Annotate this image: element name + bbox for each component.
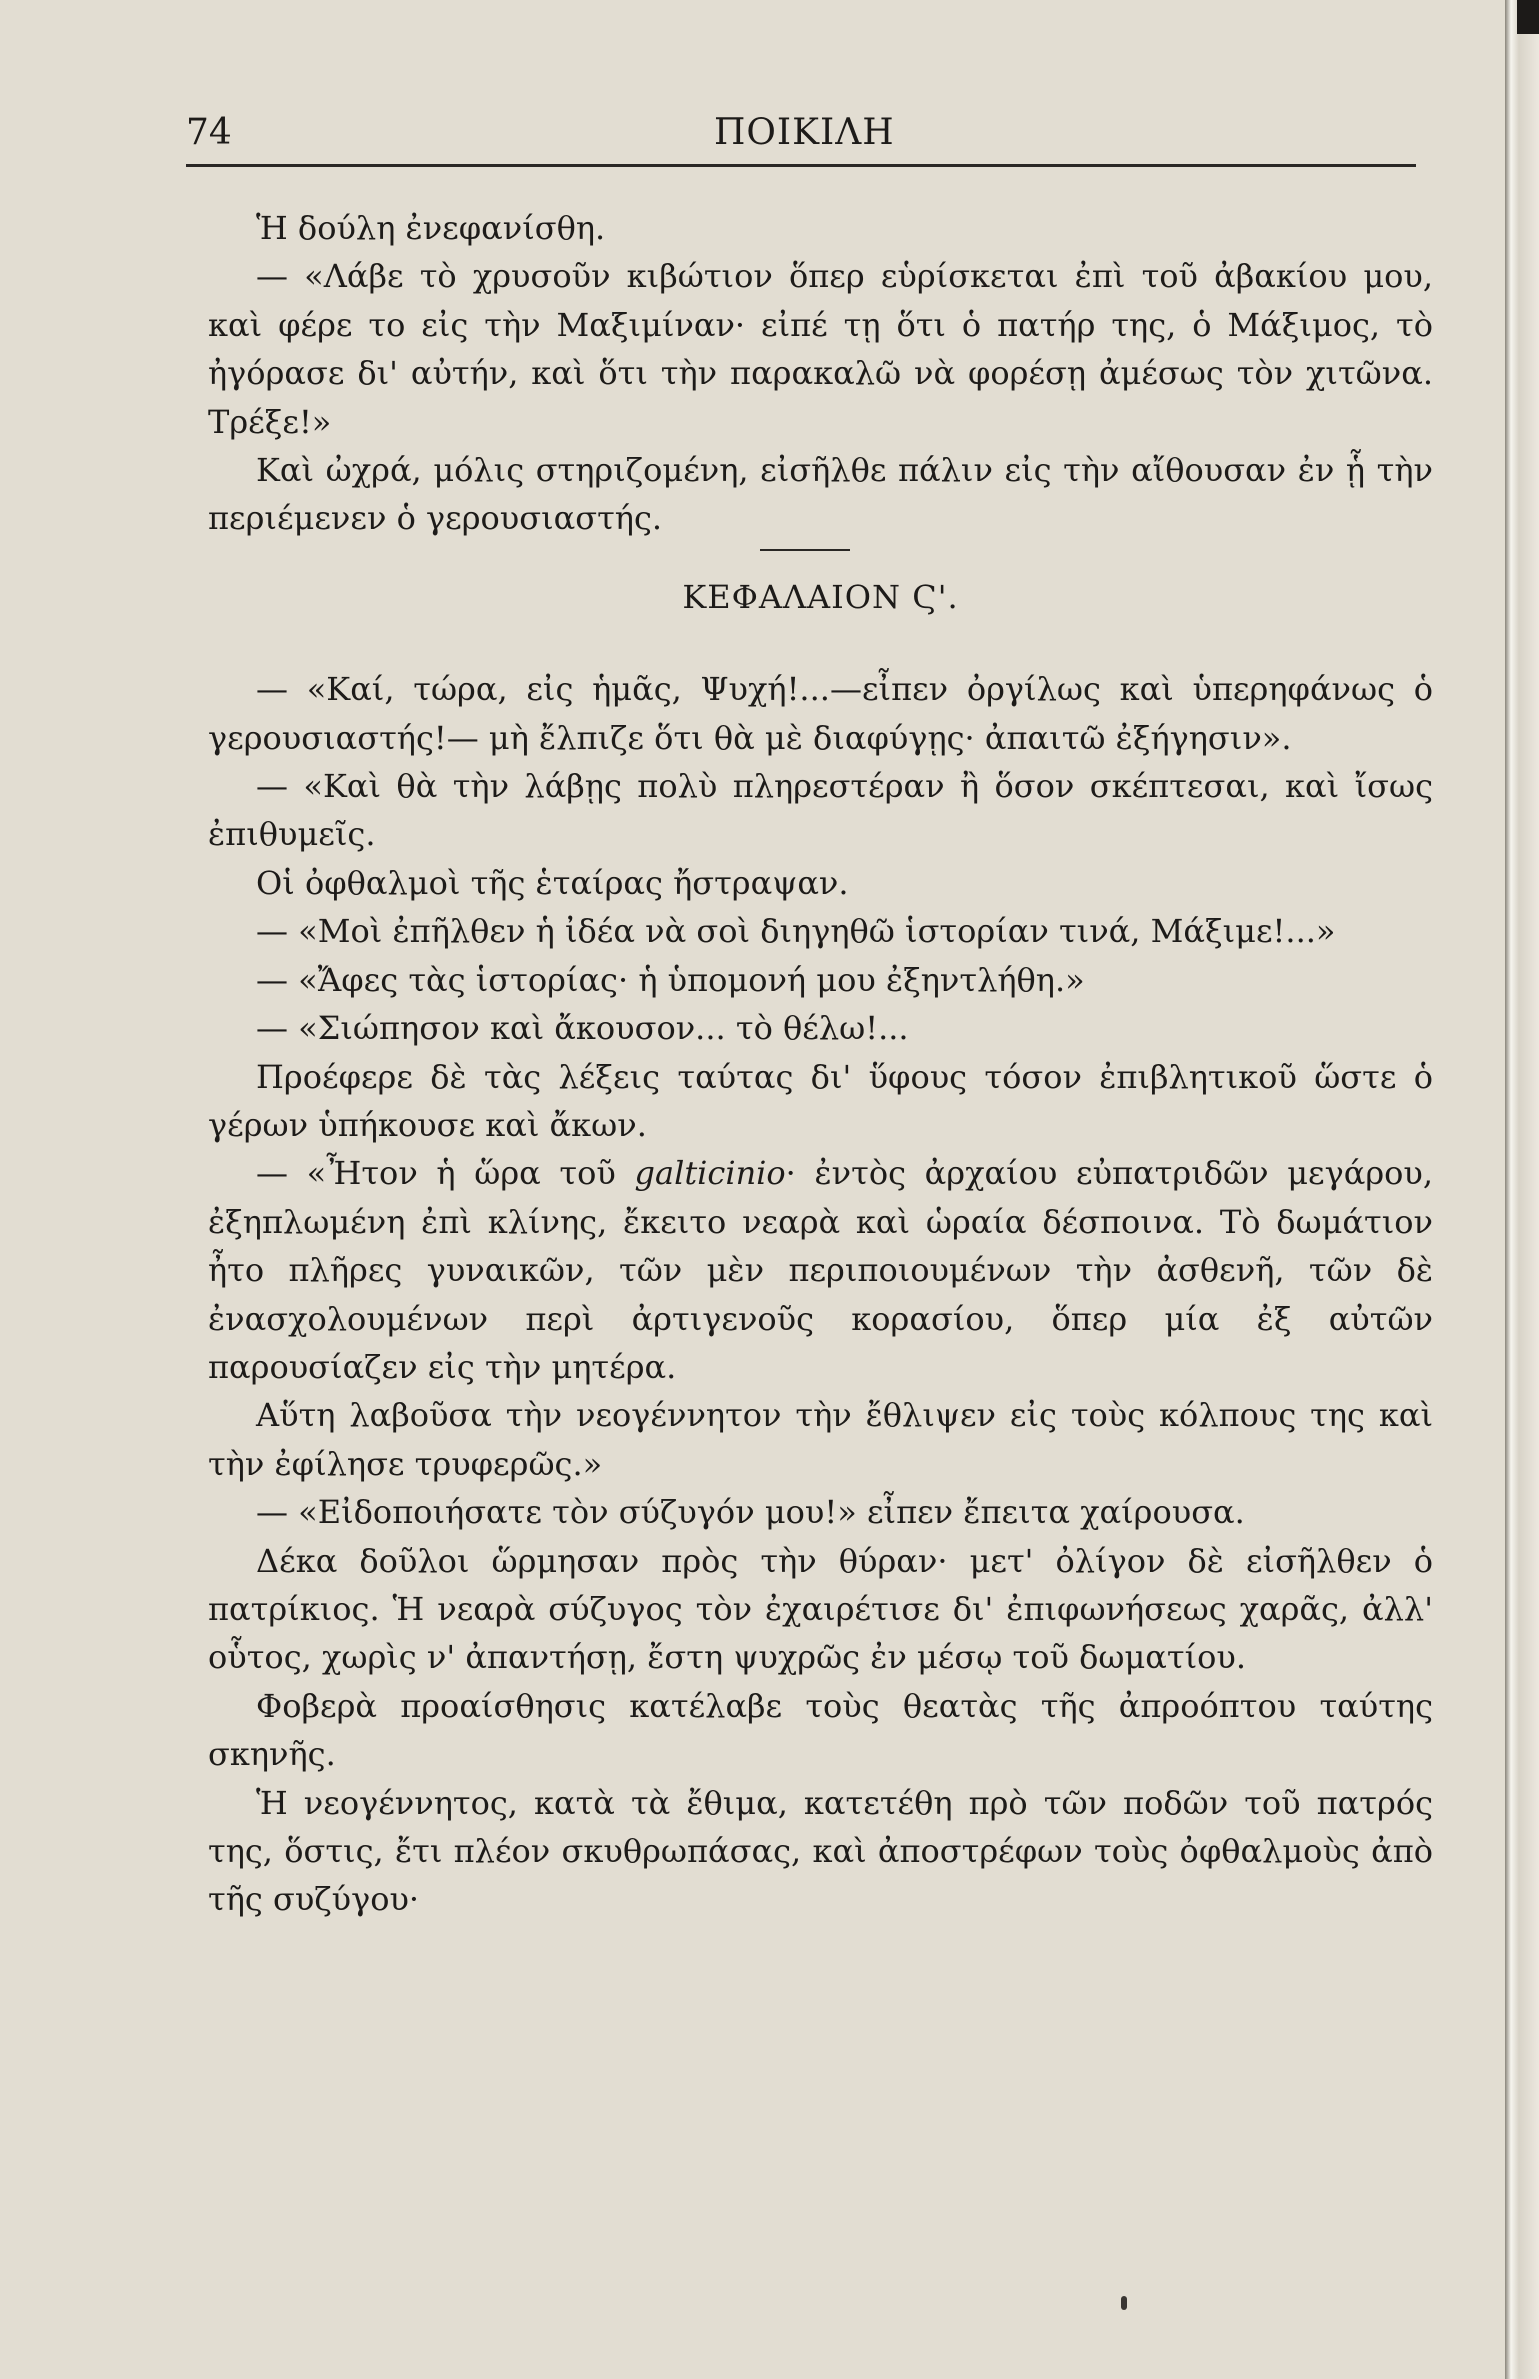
- paragraph: — «Καὶ θὰ τὴν λάβῃς πολὺ πληρεστέραν ἢ ὅσον σκέπτεσαι, καὶ ἴσως ἐπιθυμεῖς.: [208, 767, 1433, 854]
- paragraph: — «Καί, τώρα, εἰς ἡμᾶς, Ψυχή!...—εἶπεν ὀργίλως καὶ ὑπερηφάνως ὁ γερουσιαστής!— μὴ ἔλπιζε ὅτι θὰ μὲ διαφύγῃς· ἀπαιτῶ ἐξήγησιν».: [208, 670, 1433, 757]
- ink-speck: [1121, 2296, 1127, 2310]
- paragraph: [208, 1149, 1433, 1391]
- paragraph: Ἡ δούλη ἐνεφανίσθη.: [256, 209, 606, 247]
- paragraph: Οἱ ὀφθαλμοὶ τῆς ἑταίρας ἤστραψαν.: [256, 863, 849, 902]
- page-number: 74: [186, 112, 232, 153]
- paragraph: Ἡ νεογέννητος, κατὰ τὰ ἔθιμα, κατετέθη πρὸ τῶν ποδῶν τοῦ πατρός της, ὅστις, ἔτι πλέον σκυθρωπάσας, καὶ ἀποστρέφων τοὺς ὀφθαλμοὺς ἀπὸ τῆς συζύγου·: [208, 1783, 1433, 1919]
- paragraph: Δέκα δοῦλοι ὥρμησαν πρὸς τὴν θύραν· μετ' ὀλίγον δὲ εἰσῆλθεν ὁ πατρίκιος. Ἡ νεαρὰ σύζυγος τὸν ἐχαιρέτισε δι' ἐπιφωνήσεως χαρᾶς, ἀλλ' οὗτος, χωρὶς ν' ἀπαντήσῃ, ἔστη ψυχρῶς ἐν μέσῳ τοῦ δωματίου.: [208, 1541, 1433, 1677]
- page-header: [186, 108, 1416, 168]
- paragraph: Καὶ ὠχρά, μόλις στηριζομένη, εἰσῆλθε πάλιν εἰς τὴν αἴθουσαν ἐν ᾗ τὴν περιέμενεν ὁ γερουσιαστής.: [208, 451, 1433, 538]
- corner-mark: [1517, 0, 1539, 34]
- running-head: ΠΟΙΚΙΛΗ: [714, 112, 895, 153]
- paragraph-rest: · ἐντὸς ἀρχαίου εὐπατριδῶν μεγάρου, ἐξηπλωμένη ἐπὶ κλίνης, ἔκειτο νεαρὰ καὶ ὡραία δέσποινα. Τὸ δωμάτιον ἦτο πλῆρες γυναικῶν, τῶν μὲν περιποιουμένων τὴν ἀσθενῆ, τῶν δὲ ἐνασχολουμένων περὶ ἀρτιγενοῦς κορασίου, ὅπερ μία ἐξ αὐτῶν παρουσίαζεν εἰς τὴν μητέρα.: [208, 1154, 1434, 1386]
- paragraph: — «Λάβε τὸ χρυσοῦν κιβώτιον ὅπερ εὑρίσκεται ἐπὶ τοῦ ἀβακίου μου, καὶ φέρε το εἰς τὴν Μαξιμίναν· εἰπέ τῃ ὅτι ὁ πατήρ της, ὁ Μάξιμος, τὸ ἠγόρασε δι' αὐτήν, καὶ ὅτι τὴν παρακαλῶ νὰ φορέσῃ ἀμέσως τὸν χιτῶνα. Τρέξε!»: [208, 257, 1433, 441]
- chapter-title: ΚΕΦΑΛΑΙΟΝ Ϛ'.: [682, 577, 959, 616]
- body-text: [208, 204, 1433, 1924]
- paragraph: Προέφερε δὲ τὰς λέξεις ταύτας δι' ὕφους τόσον ἐπιβλητικοῦ ὥστε ὁ γέρων ὑπήκουσε καὶ ἄκων.: [208, 1057, 1433, 1144]
- page-edge: [1505, 0, 1539, 2379]
- paragraph-lead: — «Ἦτον ἡ ὥρα τοῦ: [256, 1154, 616, 1193]
- paragraph: Φοβερὰ προαίσθησις κατέλαβε τοὺς θεατὰς τῆς ἀπροόπτου ταύτης σκηνῆς.: [208, 1686, 1433, 1774]
- paragraph: — «Ἄφες τὰς ἱστορίας· ἡ ὑπομονή μου ἐξηντλήθη.»: [256, 960, 1085, 999]
- paragraph: — «Μοὶ ἐπῆλθεν ἡ ἰδέα νὰ σοὶ διηγηθῶ ἱστορίαν τινά, Μάξιμε!...»: [256, 912, 1336, 951]
- header-rule: [186, 164, 1416, 167]
- section-divider: [760, 549, 850, 551]
- paragraph: — «Εἰδοποιήσατε τὸν σύζυγόν μου!» εἶπεν ἔπειτα χαίρουσα.: [256, 1493, 1245, 1532]
- paragraph: — «Σιώπησον καὶ ἄκουσον... τὸ θέλω!...: [256, 1009, 909, 1048]
- italic-word: galticinio: [634, 1154, 786, 1193]
- paragraph: Αὕτη λαβοῦσα τὴν νεογέννητον τὴν ἔθλιψεν εἰς τοὺς κόλπους της καὶ τὴν ἐφίλησε τρυφερῶς.»: [208, 1396, 1433, 1483]
